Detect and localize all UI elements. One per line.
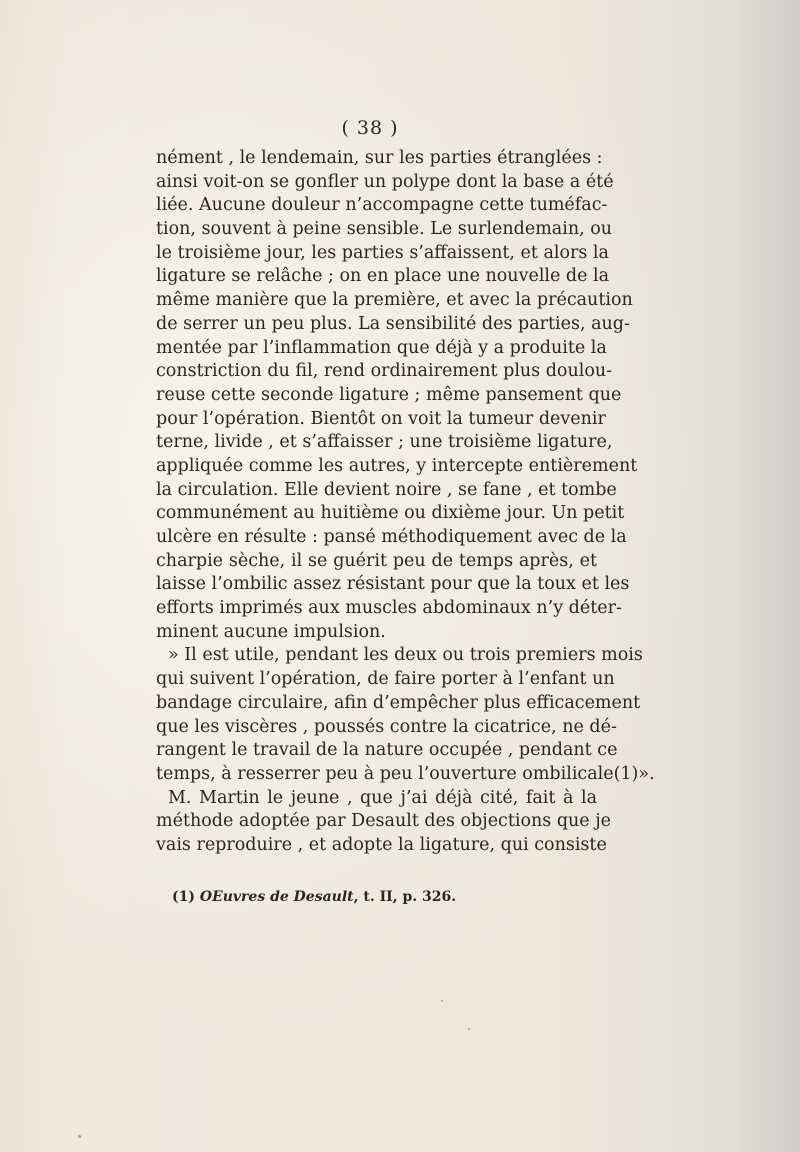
text-line: rangent le travail de la nature occupée , pendant ce (156, 740, 618, 761)
text-line: ainsi voit-on se gonfler un polype dont la base a été (156, 171, 614, 192)
text-line: méthode adoptée par Desault des objections que je (156, 811, 611, 832)
paragraph (156, 147, 638, 644)
text-line: liée. Aucune douleur n’accompagne cette tuméfac- (156, 195, 608, 216)
text-line: bandage circulaire, afin d’empêcher plus efficacement (156, 692, 641, 713)
page-edge-shadow (730, 0, 800, 1152)
text-line: efforts imprimés aux muscles abdominaux n’y déter- (156, 598, 622, 619)
text-line: le troisième jour, les parties s’affaissent, et alors la (156, 242, 609, 263)
text-line: de serrer un peu plus. La sensibilité des parties, aug- (156, 313, 630, 334)
footnote (172, 889, 456, 905)
footnote-marker: (1) (172, 889, 195, 905)
footnote-work-title: OEuvres de Desault (199, 889, 354, 905)
body-text (156, 147, 655, 858)
text-line: minent aucune impulsion. (156, 621, 386, 642)
text-line: » Il est utile, pendant les deux ou trois premiers mois (168, 645, 643, 666)
text-line: charpie sèche, il se guérit peu de temps après, et (156, 550, 597, 571)
text-line: pour l’opération. Bientôt on voit la tumeur devenir (156, 408, 606, 429)
text-line: ulcère en résulte : pansé méthodiquement avec de la (156, 527, 627, 547)
text-line: qui suivent l’opération, de faire porter à l’enfant un (156, 669, 615, 690)
text-line: même manière que la première, et avec la précaution (156, 290, 633, 311)
text-line: communément au huitième ou dixième jour. Un petit (156, 503, 625, 524)
page-number: ( 38 ) (341, 117, 399, 139)
paper-speck (78, 1135, 81, 1138)
text-line: terne, livide , et s’affaisser ; une troisième ligature, (156, 432, 613, 453)
paper-speck (468, 1028, 470, 1030)
text-line: M. Martin le jeune , que j’ai déjà cité, fait à la (168, 787, 597, 808)
text-line: la circulation. Elle devient noire , se fane , et tombe (156, 479, 617, 500)
text-line: appliquée comme les autres, y intercepte entièrement (156, 455, 638, 476)
text-line: temps, à resserrer peu à peu l’ouverture ombilicale(1)». (156, 763, 655, 784)
paper-speck (441, 1000, 443, 1002)
text-line: reuse cette seconde ligature ; même pansement que (156, 384, 622, 405)
text-line: constriction du fil, rend ordinairement plus doulou- (156, 361, 613, 382)
text-line: ligature se relâche ; on en place une nouvelle de la (156, 266, 610, 287)
footnote-citation: , t. II, p. 326. (353, 889, 457, 905)
paragraph (156, 644, 655, 786)
text-line: laisse l’ombilic assez résistant pour que la toux et les (156, 574, 630, 595)
text-line: vais reproduire , et adopte la ligature, qui consiste (156, 834, 607, 855)
text-line: nément , le lendemain, sur les parties étranglées : (156, 148, 603, 168)
text-line: mentée par l’inflammation que déjà y a produite la (156, 337, 607, 358)
paragraph (156, 787, 611, 858)
text-line: que les viscères , poussés contre la cicatrice, ne dé- (156, 716, 617, 737)
text-line: tion, souvent à peine sensible. Le surlendemain, ou (156, 219, 613, 240)
